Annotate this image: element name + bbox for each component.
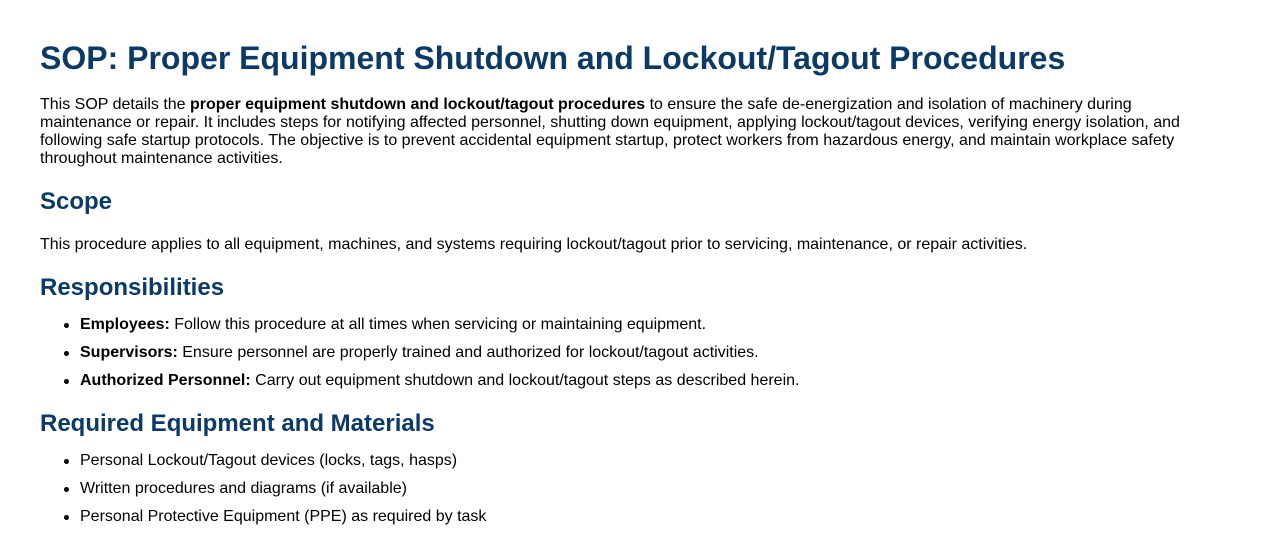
list-item — [80, 344, 1223, 362]
list-item: Personal Lockout/Tagout devices (locks, tags, hasps) — [80, 452, 1223, 470]
role-label: Supervisors: — [80, 344, 178, 361]
role-label: Authorized Personnel: — [80, 372, 251, 389]
intro-prefix: This SOP details the — [40, 96, 190, 113]
role-description: Follow this procedure at all times when servicing or maintaining equipment. — [169, 316, 707, 333]
list-item: Personal Protective Equipment (PPE) as required by task — [80, 508, 1223, 526]
role-description: Ensure personnel are properly trained and authorized for lockout/tagout activities. — [177, 344, 759, 361]
intro-bold: proper equipment shutdown and lockout/tagout procedures — [190, 96, 646, 113]
responsibilities-heading: Responsibilities — [40, 274, 225, 301]
list-item: Written procedures and diagrams (if available) — [80, 480, 1223, 498]
list-item — [80, 316, 1223, 334]
page-title: SOP: Proper Equipment Shutdown and Lockout/Tagout Procedures — [40, 40, 1066, 76]
equipment-heading: Required Equipment and Materials — [40, 410, 435, 437]
role-description: Carry out equipment shutdown and lockout/tagout steps as described herein. — [250, 372, 800, 389]
intro-suffix: to ensure the safe de-energization and isolation of machinery during maintenance or repair. It includes steps for notifying affected personnel, shutting down equipment, applying lockout/tagout devices, verifying energy isolation, and following safe startup protocols. The objective is to prevent accidental equipment startup, protect workers from hazardous energy, and maintain workplace safety throughout maintenance activities. — [40, 96, 1180, 167]
scope-heading: Scope — [40, 188, 113, 215]
scope-text: This procedure applies to all equipment, machines, and systems requiring lockout/tagout prior to servicing, maintenance, or repair activities. — [40, 236, 1028, 253]
responsibilities-list — [40, 316, 1223, 390]
role-label: Employees: — [80, 316, 170, 333]
intro-paragraph — [40, 96, 1200, 168]
equipment-list — [40, 452, 1223, 526]
list-item — [80, 372, 1223, 390]
